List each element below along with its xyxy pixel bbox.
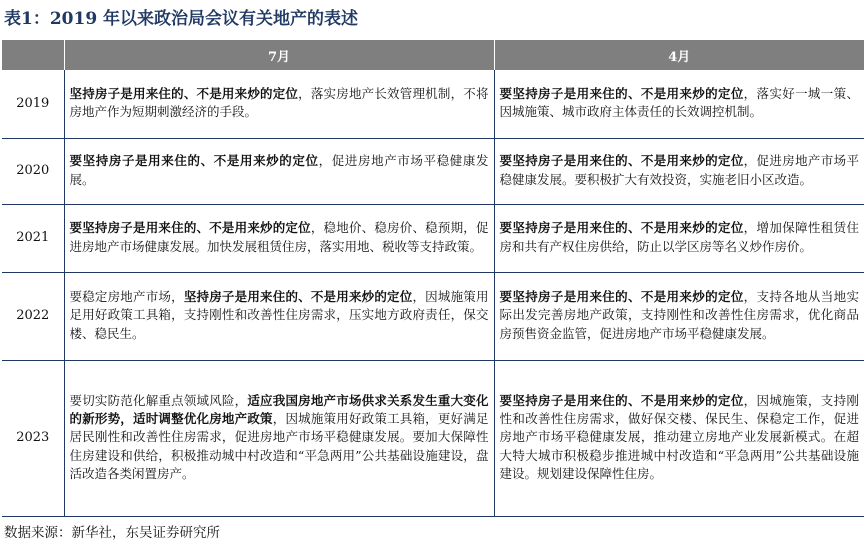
year-cell: 2022 — [2, 272, 64, 360]
text-run: ，支持各地从当地实际出发完善房地产政策，支持刚性和改善性住房需求，优化商品房预售资金监管，促进房地产市场平稳健康发展。 — [499, 289, 859, 341]
table-row — [2, 204, 864, 272]
april-statement — [494, 272, 864, 360]
header-year — [2, 40, 64, 70]
text-run: ，因城施策用足用好政策工具箱，支持刚性和改善性住房需求，压实地方政府责任，保交楼、稳民生。 — [69, 289, 489, 341]
text-run: ，落实好一城一策、因城施策、城市政府主体责任的长效调控机制。 — [499, 86, 859, 120]
text-run: ，因城施策，支持刚性和改善性住房需求，做好保交楼、保民生、保稳定工作，促进房地产市场平稳健康发展，推动建立房地产业发展新模式。在超大特大城市积极稳步推进城中村改造和“平急两用”公共基础设施建设。规划建设保障性住房。 — [499, 392, 859, 481]
table-row — [2, 70, 864, 138]
april-statement — [494, 204, 864, 272]
year-cell: 2023 — [2, 360, 64, 516]
table-row — [2, 138, 864, 204]
policy-table — [2, 40, 864, 517]
april-statement — [494, 360, 864, 516]
text-run: 要切实防范化解重点领域风险， — [69, 392, 248, 408]
text-run: 坚持房子是用来住的、不是用来炒的定位 — [183, 289, 413, 305]
july-statement — [64, 360, 494, 516]
july-statement — [64, 204, 494, 272]
text-run: 要坚持房子是用来住的、不是用来炒的定位 — [69, 220, 311, 236]
table-row — [2, 272, 864, 360]
text-run: 要坚持房子是用来住的、不是用来炒的定位 — [499, 392, 744, 408]
text-run: 坚持房子是用来住的、不是用来炒的定位 — [69, 86, 299, 102]
april-statement — [494, 138, 864, 204]
year-cell: 2020 — [2, 138, 64, 204]
april-statement — [494, 70, 864, 138]
text-run: ，落实房地产长效管理机制，不将房地产作为短期刺激经济的手段。 — [69, 86, 489, 120]
year-cell: 2019 — [2, 70, 64, 138]
text-run: ，因城施策用好政策工具箱，更好满足居民刚性和改善性住房需求，促进房地产市场平稳健康发展。要加大保障性住房建设和供给，积极推动城中村改造和“平急两用”公共基础设施建设，盘活改造各类闲置房产。 — [69, 411, 489, 481]
text-run: ，促进房地产市场平稳健康发展。 — [69, 153, 489, 187]
text-run: 适应我国房地产市场供求关系发生重大变化的新形势，适时调整优化房地产政策 — [69, 392, 489, 427]
july-statement — [64, 70, 494, 138]
header-april: 4月 — [494, 40, 864, 70]
text-run: ，稳地价、稳房价、稳预期，促进房地产市场健康发展。加快发展租赁住房，落实用地、税收等支持政策。 — [69, 220, 489, 254]
july-statement — [64, 138, 494, 204]
text-run: 要坚持房子是用来住的、不是用来炒的定位 — [499, 153, 744, 169]
table-title: 表1：2019 年以来政治局会议有关地产的表述 — [4, 9, 359, 29]
data-source-note: 数据来源：新华社，东吴证券研究所 — [4, 525, 220, 541]
text-run: 要坚持房子是用来住的、不是用来炒的定位 — [499, 86, 744, 102]
text-run: 要坚持房子是用来住的、不是用来炒的定位 — [499, 220, 744, 236]
text-run: ，促进房地产市场平稳健康发展。要积极扩大有效投资，实施老旧小区改造。 — [499, 153, 859, 187]
july-statement — [64, 272, 494, 360]
table-row — [2, 360, 864, 516]
text-run: ，增加保障性租赁住房和共有产权住房供给，防止以学区房等名义炒作房价。 — [499, 220, 859, 254]
year-cell: 2021 — [2, 204, 64, 272]
header-july: 7月 — [64, 40, 494, 70]
text-run: 要稳定房地产市场， — [69, 289, 184, 305]
text-run: 要坚持房子是用来住的、不是用来炒的定位 — [499, 289, 744, 305]
header-row — [2, 40, 864, 70]
text-run: 要坚持房子是用来住的、不是用来炒的定位 — [69, 153, 319, 169]
